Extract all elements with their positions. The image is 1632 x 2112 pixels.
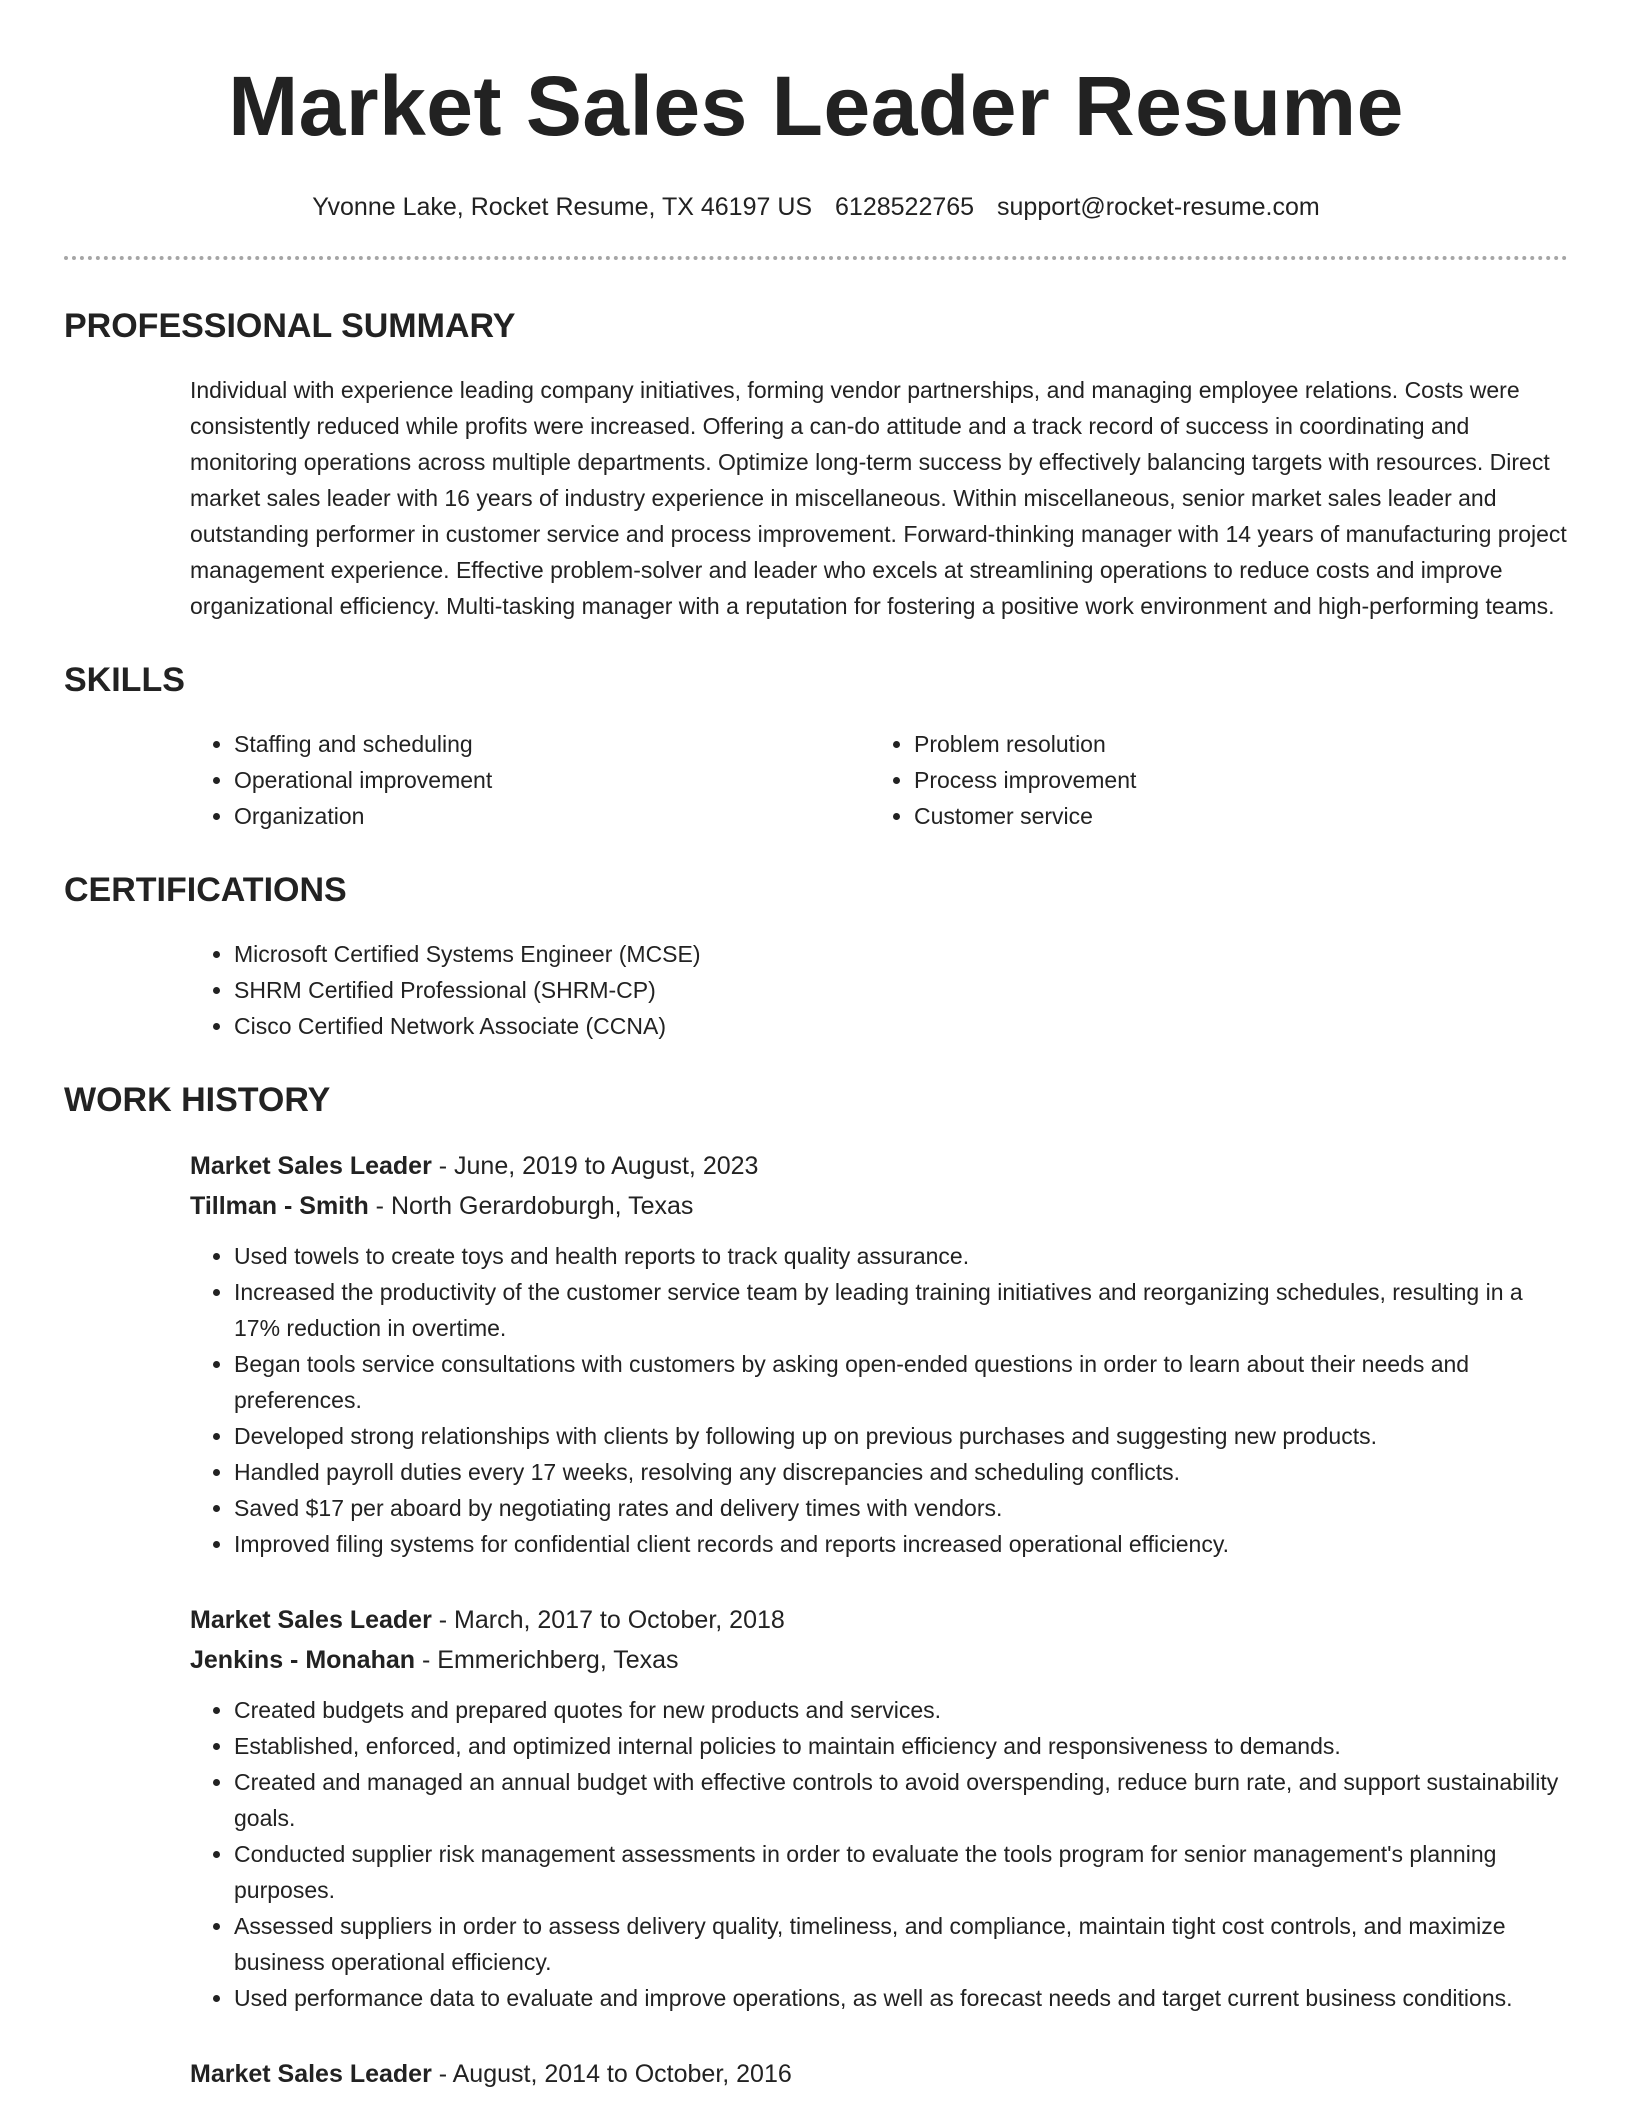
certifications-list xyxy=(190,936,1568,1044)
certification-item: • Cisco Certified Network Associate (CCNA) xyxy=(234,1008,1568,1044)
job-location: - Emmerichberg, Texas xyxy=(415,1646,679,1674)
job-bullet: • Conducted supplier risk management assessments in order to evaluate the tools program for senior management's planning purposes. xyxy=(234,1836,1568,1908)
job-bullets xyxy=(190,1692,1568,2016)
job-bullet: • Used performance data to evaluate and improve operations, as well as forecast needs and target current business conditions. xyxy=(234,1980,1568,2016)
resume-page xyxy=(64,0,1568,2094)
contact-phone: 6128522765 xyxy=(835,193,975,221)
skill-item: • Staffing and scheduling xyxy=(234,726,870,762)
job-title-line xyxy=(190,1600,1568,1640)
job-entry xyxy=(190,1600,1568,2016)
job-bullet: • Used towels to create toys and health reports to track quality assurance. xyxy=(234,1238,1568,1274)
job-dates: - March, 2017 to October, 2018 xyxy=(431,1606,785,1634)
skill-item: • Process improvement xyxy=(914,762,1550,798)
job-title: Market Sales Leader xyxy=(190,1152,432,1180)
resume-title: Market Sales Leader Resume xyxy=(228,59,1404,153)
certification-item: • Microsoft Certified Systems Engineer (MCSE) xyxy=(234,936,1568,972)
job-dates: - August, 2014 to October, 2016 xyxy=(431,2060,792,2088)
skill-item: • Organization xyxy=(234,798,870,834)
header-divider xyxy=(64,256,1568,260)
job-bullet: • Saved $17 per aboard by negotiating rates and delivery times with vendors. xyxy=(234,1490,1568,1526)
skill-item: • Operational improvement xyxy=(234,762,870,798)
skills-column-left xyxy=(190,726,870,834)
job-title-line xyxy=(190,1146,1568,1186)
skills-heading: SKILLS xyxy=(64,661,185,699)
job-company: Jenkins - Monahan xyxy=(190,1646,416,1674)
summary-heading: PROFESSIONAL SUMMARY xyxy=(64,307,516,345)
job-bullet: • Increased the productivity of the customer service team by leading training initiatives and reorganizing schedules, resulting in a 17% reduction in overtime. xyxy=(234,1274,1568,1346)
job-bullet: • Created and managed an annual budget with effective controls to avoid overspending, reduce burn rate, and support sustainability goals. xyxy=(234,1764,1568,1836)
job-title: Market Sales Leader xyxy=(190,1606,432,1634)
job-entry xyxy=(190,2054,1568,2094)
summary-text: Individual with experience leading company initiatives, forming vendor partnerships, and managing employee relations. Costs were consistently reduced while profits were increased. Offering a can-do attitude and a track record of success in coordinating and monitoring operations across multiple departments. Optimize long-term success by effectively balancing targets with resources. Direct market sales leader with 16 years of industry experience in miscellaneous. Within miscellaneous, senior market sales leader and outstanding performer in customer service and process improvement. Forward-thinking manager with 14 years of manufacturing project management experience. Effective problem-solver and leader who excels at streamlining operations to reduce costs and improve organizational efficiency. Multi-tasking manager with a reputation for fostering a positive work environment and high-performing teams. xyxy=(190,377,1567,619)
job-bullet: • Developed strong relationships with clients by following up on previous purchases and suggesting new products. xyxy=(234,1418,1568,1454)
job-bullet: • Assessed suppliers in order to assess delivery quality, timeliness, and compliance, maintain tight cost controls, and maximize business operational efficiency. xyxy=(234,1908,1568,1980)
skills-grid xyxy=(190,726,1568,834)
contact-email: support@rocket-resume.com xyxy=(997,193,1320,221)
job-bullet: • Created budgets and prepared quotes for new products and services. xyxy=(234,1692,1568,1728)
skill-item: • Customer service xyxy=(914,798,1550,834)
skill-item: • Problem resolution xyxy=(914,726,1550,762)
contact-address: Yvonne Lake, Rocket Resume, TX 46197 US xyxy=(312,193,813,221)
job-bullet: • Handled payroll duties every 17 weeks, resolving any discrepancies and scheduling conflicts. xyxy=(234,1454,1568,1490)
skills-column-right xyxy=(870,726,1550,834)
job-bullet: • Began tools service consultations with customers by asking open-ended questions in order to learn about their needs and preferences. xyxy=(234,1346,1568,1418)
job-entry xyxy=(190,1146,1568,1562)
job-title: Market Sales Leader xyxy=(190,2060,432,2088)
work-history-heading: WORK HISTORY xyxy=(64,1081,331,1119)
job-company-line xyxy=(190,1640,1568,1680)
certification-item: • SHRM Certified Professional (SHRM-CP) xyxy=(234,972,1568,1008)
job-company-line xyxy=(190,1186,1568,1226)
job-bullet: • Established, enforced, and optimized internal policies to maintain efficiency and responsiveness to demands. xyxy=(234,1728,1568,1764)
job-company: Tillman - Smith xyxy=(190,1192,369,1220)
job-title-line xyxy=(190,2054,1568,2094)
job-bullet: • Improved filing systems for confidential client records and reports increased operational efficiency. xyxy=(234,1526,1568,1562)
job-location: - North Gerardoburgh, Texas xyxy=(368,1192,694,1220)
job-bullets xyxy=(190,1238,1568,1562)
certifications-heading: CERTIFICATIONS xyxy=(64,871,347,909)
contact-line xyxy=(64,192,1568,222)
job-dates: - June, 2019 to August, 2023 xyxy=(431,1152,759,1180)
